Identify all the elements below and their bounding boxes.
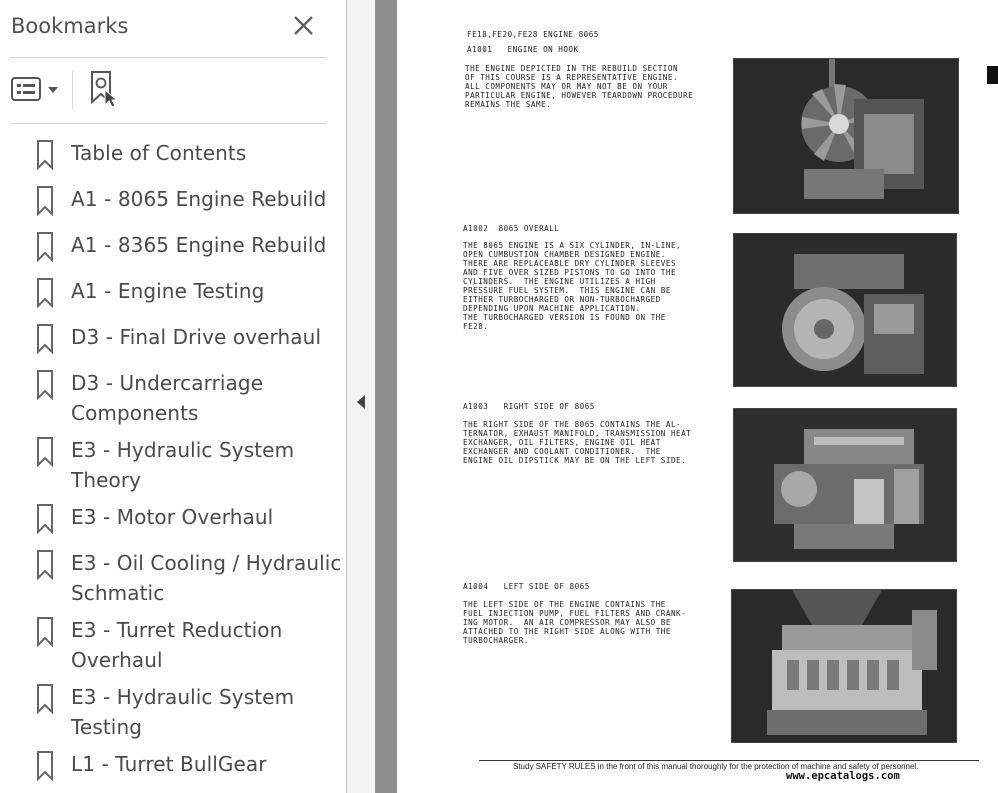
engine-overall-photo [733,233,957,387]
engine-right-side-photo [733,408,957,562]
engine-left-side-photo [731,589,957,743]
close-panel-button[interactable] [290,12,318,40]
bookmark-label: D3 - Undercarriage Components [71,371,264,425]
find-current-bookmark-button[interactable] [88,70,124,108]
bookmark-item[interactable] [0,682,346,744]
section-heading: A1004 LEFT SIDE OF 8065 [463,582,590,591]
bookmark-item[interactable] [0,502,346,536]
bookmark-item[interactable] [0,548,346,610]
bookmark-label: E3 - Turret Reduction Overhaul [71,618,283,672]
bookmark-icon [36,278,54,308]
toolbar-divider [10,123,327,124]
bookmarks-panel [0,0,347,793]
bookmark-icon [36,232,54,262]
bookmark-item[interactable] [0,435,346,497]
bookmark-label: L1 - Turret BullGear [71,752,267,776]
page-header: FE18,FE20,FE28 ENGINE 8065 [467,30,599,39]
bookmark-label: A1 - 8365 Engine Rebuild [71,233,327,257]
section-body: THE LEFT SIDE OF THE ENGINE CONTAINS THE FUEL INJECTION PUMP, FUEL FILTERS AND CRANK- ING MOTOR. AN AIR COMPRESSOR MAY ALSO BE ATTACHED TO THE RIGHT SIDE ALONG WITH THE TURBOCHARGER. [463,600,687,645]
bookmark-label: A1 - Engine Testing [71,279,265,303]
footer-text: Study SAFETY RULES in the front of this manual thoroughly for the protection of machine and safety of personnel. [513,762,919,771]
watermark-text: www.epcatalogs.com [786,770,900,782]
section-body: THE 8065 ENGINE IS A SIX CYLINDER, IN-LINE, OPEN CUMBUSTION CHAMBER DESIGNED ENGINE. THERE ARE REPLACEABLE DRY CYLINDER SLEEVES AND FIVE OVER SIZED PISTONS TO GO INTO THE CYLINDERS. THE ENGINE UTILIZES A HIGH PRESSURE FUEL SYSTEM. THIS ENGINE CAN BE EITHER TURBOCHARGED OR NON-TURBOCHARGED DEPENDING UPON MACHINE APPLICATION. THE TURBOCHARGED VERSION IS FOUND ON THE FE28. [463,241,682,331]
bookmark-label: E3 - Hydraulic System Testing [71,685,295,739]
engine-on-hook-photo [733,58,959,214]
footer-rule [479,760,979,761]
panel-title: Bookmarks [11,14,129,38]
header-divider [10,57,327,58]
document-background [375,0,397,793]
bookmark-label: D3 - Final Drive overhaul [71,325,322,349]
bookmark-icon [36,437,54,467]
bookmark-icon [36,370,54,400]
bookmark-icon [36,751,54,781]
bookmark-label: E3 - Hydraulic System Theory [71,438,295,492]
page-edge-mark [987,66,998,84]
bookmark-item[interactable] [0,276,346,310]
section-heading: A1001 ENGINE ON HOOK [467,45,579,54]
bookmark-icon [36,550,54,580]
bookmark-item[interactable] [0,138,346,172]
section-body: THE RIGHT SIDE OF THE 8065 CONTAINS THE AL- TERNATOR, EXHAUST MANIFOLD, TRANSMISSION HEAT EXCHANGER, OIL FILTERS, ENGINE OIL HEAT EXCHANGER AND COOLANT CONDITIONER. THE ENGINE OIL DIPSTICK MAY BE ON THE LEFT SIDE. [463,420,692,465]
section-heading: A1002 8065 OVERALL [463,224,560,233]
bookmark-icon [36,617,54,647]
bookmark-options-icon [10,75,62,105]
document-page [397,0,998,793]
collapse-panel-button[interactable] [354,392,368,412]
toolbar-separator [72,71,73,109]
section-body: THE ENGINE DEPICTED IN THE REBUILD SECTION OF THIS COURSE IS A REPRESENTATIVE ENGINE. ALL COMPONENTS MAY OR MAY NOT BE ON YOUR PARTICULAR ENGINE, HOWEVER TEARDOWN PROCEDURE REMAINS THE SAME. [465,64,694,109]
bookmark-item[interactable] [0,615,346,677]
bookmark-icon [36,324,54,354]
panel-splitter[interactable] [347,0,375,793]
find-current-bookmark-icon [88,70,124,108]
bookmark-icon [36,504,54,534]
bookmark-item[interactable] [0,368,346,430]
bookmark-label: E3 - Motor Overhaul [71,505,274,529]
bookmark-item[interactable] [0,749,346,783]
bookmark-item[interactable] [0,230,346,264]
close-icon [290,12,318,40]
bookmark-options-button[interactable] [10,75,62,105]
bookmark-item[interactable] [0,322,346,356]
bookmark-icon [36,684,54,714]
bookmark-icon [36,186,54,216]
bookmark-icon [36,140,54,170]
bookmark-item[interactable] [0,184,346,218]
bookmark-label: Table of Contents [71,141,247,165]
bookmark-label: A1 - 8065 Engine Rebuild [71,187,327,211]
section-heading: A1003 RIGHT SIDE OF 8065 [463,402,595,411]
triangle-left-icon [354,392,368,412]
bookmark-label: E3 - Oil Cooling / Hydraulic Schmatic [71,551,342,605]
